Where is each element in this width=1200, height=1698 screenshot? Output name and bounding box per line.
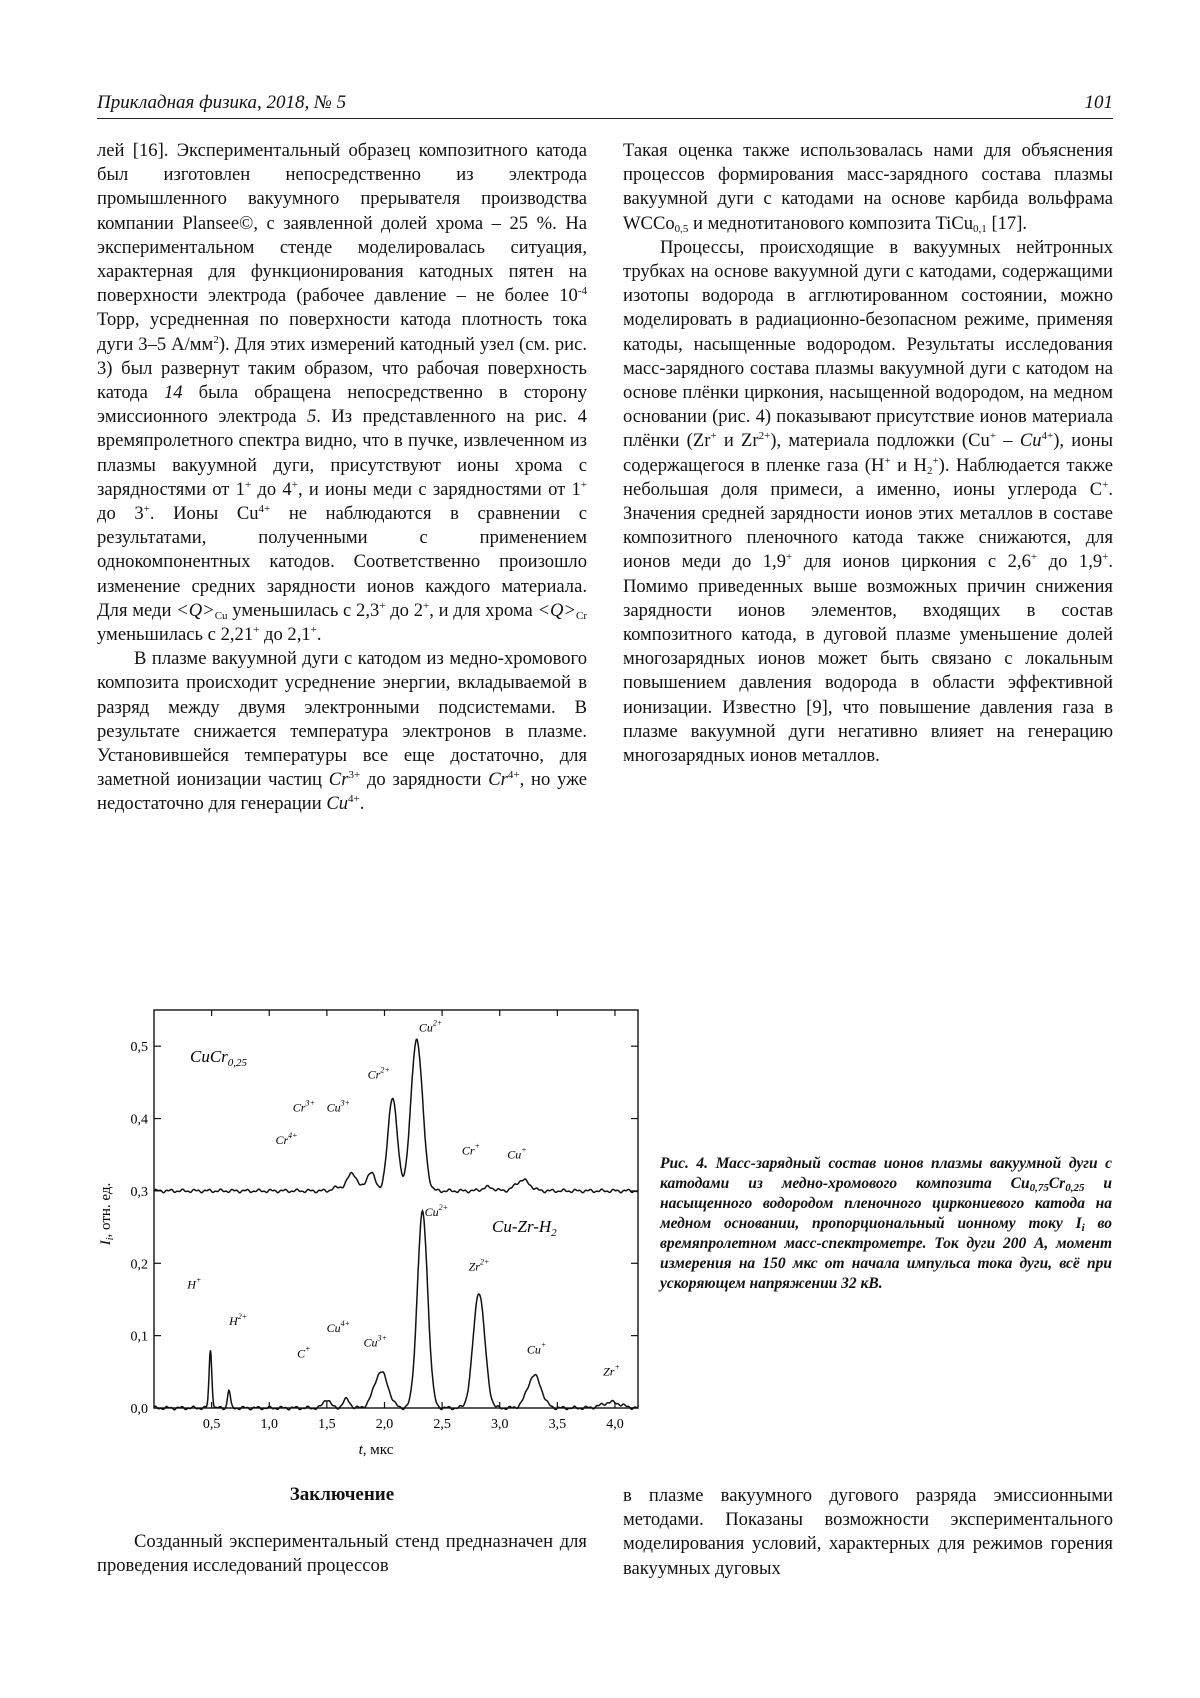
y-tick-label: 0,2 xyxy=(130,1257,148,1273)
peak-label: $Cu^{4+}$ xyxy=(326,1319,351,1336)
peak-label: $Cr^{4+}$ xyxy=(275,1130,298,1147)
mass-charge-chart xyxy=(92,1002,652,1472)
x-tick-label: 0,5 xyxy=(202,1417,221,1432)
peak-label: $Cr^{3+}$ xyxy=(292,1098,315,1115)
peak-label: H+ xyxy=(187,1275,202,1292)
peak-label: Cu+ xyxy=(507,1145,527,1162)
x-tick-label: 3,0 xyxy=(490,1417,509,1432)
left-paragraph-2: В плазме вакуумной дуги с катодом из медно-хромового композита происходит усреднение энергии, вкладываемой в разряд между двумя электронными подсистемами. В результате снижается температура электронов в плазме. Установившейся температуры все еще достаточно, для заметной ионизации частиц $Cr^{3+}$ до зарядности $Cr^{4+}$, но уже недостаточно для генерации $Cu^{4+}$. xyxy=(97,648,587,815)
peak-label: $Cu^{3+}$ xyxy=(363,1333,387,1350)
right-paragraph-1: Такая оценка также использовалась нами для объяснения процессов формирования масс-зарядного состава плазмы вакуумной дуги с катодами на основе карбида вольфрама WCCo$_{0,5}$ и меднотитанового композита TiCu$_{0,1}$ [17]. xyxy=(623,140,1113,235)
curve1-label: CuCr$_{0,25}$ xyxy=(190,1047,248,1069)
y-tick-label: 0,0 xyxy=(130,1402,148,1417)
page-header xyxy=(97,88,1113,119)
figure-4 xyxy=(92,1002,652,1472)
peak-label: Cu+ xyxy=(526,1340,547,1357)
peak-label: $H^{2+}$ xyxy=(229,1311,248,1328)
peak-label: $Cr^{2+}$ xyxy=(367,1065,390,1082)
x-tick-label: 1,0 xyxy=(260,1417,278,1432)
peak-label: $Cu^{3+}$ xyxy=(326,1098,351,1115)
peak-label: $Zr^{2+}$ xyxy=(468,1257,490,1274)
peak-label: $Cu^{2+}$ xyxy=(418,1018,443,1035)
left-paragraph-1: лей [16]. Экспериментальный образец композитного катода был изготовлен непосредственно из электрода промышленного вакуумного прерывателя производства компании Plansee©, с заявленной долей хрома – 25 %. На экспериментальном стенде моделировалась ситуация, характерная для функционирования катодных пятен на поверхности электрода (рабочее давление – не более $10^{-4}$ Торр, усредненная по поверхности катода плотность тока дуги 3–5 $А/мм^2$). Для этих измерений катодный узел (см. рис. 3) был развернут таким образом, что рабочая поверхность катода 14 была обращена непосредственно в сторону эмиссионного электрода 5. Из представленного на рис. 4 времяпролетного спектра видно, что в пучке, извлеченном из плазмы вакуумной дуги, присутствуют ионы хрома с зарядностями от 1+ до 4+, и ионы меди с зарядностями от 1+ до 3+. Ионы $Cu^{4+}$ не наблюдаются в сравнении с результатами, полученными с применением однокомпонентных катодов. Соответственно произошло изменение средних зарядности ионов каждого материала. Для меди $<Q>_{Cu}$ уменьшилась с 2,3+ до 2+, и для хрома $<Q>_{Cr}$ уменьшилась с 2,21+ до 2,1+. xyxy=(97,140,588,646)
y-tick-label: 0,5 xyxy=(130,1040,148,1056)
y-axis-label: $I_i$, отн. ед. xyxy=(98,1182,116,1246)
conclusion-right-text: в плазме вакуумного дугового разряда эмиссионными методами. Показаны возможности экспериментального моделирования условий, характерных для режимов горения вакуумных дуговых xyxy=(623,1485,1113,1579)
y-tick-label: 0,1 xyxy=(130,1329,148,1345)
y-tick-label: 0,4 xyxy=(130,1112,148,1128)
peak-label: $Cu^{2+}$ xyxy=(424,1203,449,1220)
conclusion-heading: Заключение xyxy=(289,1484,395,1505)
journal-title: Прикладная физика, 2018, № 5 xyxy=(97,92,347,113)
series-line-2 xyxy=(154,1211,638,1410)
x-tick-label: 3,5 xyxy=(548,1417,567,1432)
curve2-label: $Cu-Zr-H_2$ xyxy=(492,1217,557,1239)
x-tick-label: 1,5 xyxy=(318,1417,336,1432)
plot-frame xyxy=(154,1010,638,1408)
y-tick-label: 0,3 xyxy=(130,1184,148,1200)
peak-label: Zr+ xyxy=(603,1362,620,1379)
x-tick-label: 2,5 xyxy=(433,1417,451,1432)
conclusion-left-text: Созданный экспериментальный стенд предназначен для проведения исследований процессов xyxy=(97,1531,587,1577)
left-column xyxy=(97,139,587,817)
x-tick-label: 2,0 xyxy=(375,1417,394,1432)
page-number: 101 xyxy=(1084,92,1113,113)
x-axis-label: t, мкс xyxy=(358,1442,394,1458)
right-paragraph-2: Процессы, происходящие в вакуумных нейтронных трубках на основе вакуумной дуги с катодами, содержащими изотопы водорода в агглютированном состоянии, можно моделировать в радиационно-безопасном режиме, применяя катоды, насыщенные водородом. Результаты исследования масс-зарядного состава плазмы вакуумной дуги с катодом на основе плёнки циркония, насыщенной водородом, на медном основании (рис. 4) показывают присутствие ионов материала плёнки (Zr+ и $Zr^{2+}$), материала подложки $(Cu^+ - Cu^{4+})$, ионы содержащегося в пленке газа (H+ и $H_2^+$). Наблюдается также небольшая доля примеси, а именно, ионы углерода C+. Значения средней зарядности ионов этих металлов в составе композитного пленочного катода также снижаются, для ионов меди до 1,9+ для ионов циркония с 2,6+ до 1,9+. Помимо приведенных выше возможных причин снижения зарядности ионов элементов, входящих в состав композитного катода, в дуговой плазме уменьшение долей многозарядных ионов может быть связано с локальным повышением давления водорода в области эффективной ионизации. Известно [9], что повышение давления газа в плазме вакуумной дуги негативно влияет на генерацию многозарядных ионов металлов. xyxy=(623,236,1114,767)
peak-label: Cr+ xyxy=(461,1141,480,1158)
x-tick-label: 4,0 xyxy=(606,1417,624,1432)
figure-caption: Рис. 4. Масс-зарядный состав ионов плазмы вакуумной дуги с катодами из медно-хромового композита $Cu_{0,75}Cr_{0,25}$ и насыщенного водородом пленочного циркониевого катода на медном основании, пропорциональный ионному току $I_i$ во времяпролетном масс-спектрометре. Ток дуги 200 А, момент измерения на 150 мкс от начала импульса тока дуги, всё при ускоряющем напряжении 32 кВ. xyxy=(660,1155,1112,1292)
peak-label: C+ xyxy=(297,1344,311,1361)
right-column xyxy=(623,139,1113,768)
